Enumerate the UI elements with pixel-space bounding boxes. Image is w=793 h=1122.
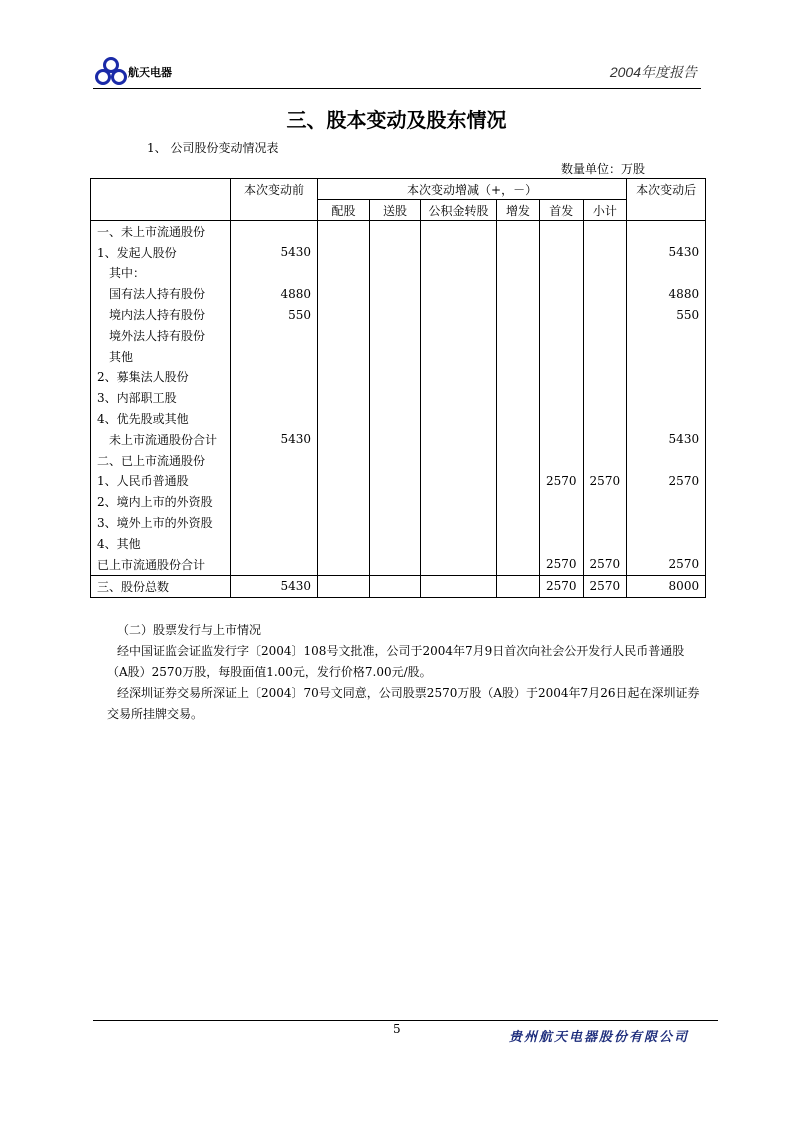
row-value <box>421 221 497 242</box>
table-row <box>91 283 706 304</box>
row-value <box>583 367 627 388</box>
table-row <box>91 242 706 263</box>
header-before: 本次变动前 <box>231 179 318 200</box>
table-caption: 1、 公司股份变动情况表 <box>147 141 279 155</box>
footer-divider <box>93 1020 718 1021</box>
row-value <box>497 304 540 325</box>
row-value <box>318 575 370 597</box>
row-value <box>627 325 706 346</box>
row-value <box>318 429 370 450</box>
row-value <box>497 554 540 575</box>
share-change-table <box>90 178 706 598</box>
row-value <box>540 221 584 242</box>
row-value <box>318 471 370 492</box>
row-value <box>318 387 370 408</box>
row-value <box>318 242 370 263</box>
row-value <box>497 325 540 346</box>
row-label: 2、募集法人股份 <box>91 367 231 388</box>
row-value <box>540 283 584 304</box>
row-value <box>370 387 421 408</box>
row-value <box>497 367 540 388</box>
row-value: 2570 <box>540 575 584 597</box>
row-label: 三、股份总数 <box>91 575 231 597</box>
subheader-cell: 送股 <box>370 200 421 221</box>
row-value <box>583 283 627 304</box>
row-label: 其中： <box>91 263 231 284</box>
row-value <box>318 263 370 284</box>
table-row <box>91 325 706 346</box>
row-value <box>583 263 627 284</box>
row-label: 1、人民币普通股 <box>91 471 231 492</box>
table-row <box>91 304 706 325</box>
header-empty <box>91 179 231 221</box>
row-label: 其他 <box>91 346 231 367</box>
row-value <box>421 263 497 284</box>
row-value <box>540 408 584 429</box>
row-value <box>627 346 706 367</box>
row-value <box>318 554 370 575</box>
table-row <box>91 346 706 367</box>
row-value <box>497 346 540 367</box>
row-label: 3、境外上市的外资股 <box>91 512 231 533</box>
row-value: 5430 <box>231 575 318 597</box>
table-row <box>91 491 706 512</box>
row-value <box>370 450 421 471</box>
row-value <box>421 346 497 367</box>
subheader-empty <box>231 200 318 221</box>
row-value <box>540 304 584 325</box>
row-value <box>421 471 497 492</box>
row-label: 4、其他 <box>91 533 231 554</box>
row-value <box>497 471 540 492</box>
row-value <box>627 367 706 388</box>
table-row <box>91 533 706 554</box>
row-value <box>583 450 627 471</box>
row-value <box>497 533 540 554</box>
row-value <box>627 491 706 512</box>
row-value <box>627 387 706 408</box>
row-value <box>421 387 497 408</box>
row-label: 3、内部职工股 <box>91 387 231 408</box>
row-value <box>370 471 421 492</box>
row-value <box>497 429 540 450</box>
row-value <box>583 325 627 346</box>
row-value: 2570 <box>627 554 706 575</box>
row-value <box>540 263 584 284</box>
row-value <box>370 304 421 325</box>
row-value: 2570 <box>540 471 584 492</box>
row-value <box>370 367 421 388</box>
subsection-heading: （二）股票发行与上市情况 <box>117 623 262 637</box>
row-value <box>540 450 584 471</box>
row-label: 2、境内上市的外资股 <box>91 491 231 512</box>
row-value <box>231 533 318 554</box>
row-label: 二、已上市流通股份 <box>91 450 231 471</box>
row-value <box>583 346 627 367</box>
table-row <box>91 221 706 242</box>
row-value <box>497 450 540 471</box>
row-value <box>231 387 318 408</box>
row-value <box>318 221 370 242</box>
row-value <box>421 512 497 533</box>
table-row <box>91 512 706 533</box>
row-value: 5430 <box>231 429 318 450</box>
subheader-cell: 配股 <box>318 200 370 221</box>
table-row <box>91 408 706 429</box>
row-value <box>627 450 706 471</box>
row-value <box>583 512 627 533</box>
row-value <box>421 283 497 304</box>
header-divider <box>93 88 701 89</box>
row-label: 一、未上市流通股份 <box>91 221 231 242</box>
row-value <box>318 346 370 367</box>
row-value <box>540 387 584 408</box>
row-value: 550 <box>231 304 318 325</box>
row-value <box>583 408 627 429</box>
table-row <box>91 263 706 284</box>
row-value <box>370 221 421 242</box>
row-value <box>421 575 497 597</box>
row-value <box>583 242 627 263</box>
row-value: 2570 <box>583 575 627 597</box>
row-value <box>370 346 421 367</box>
report-title: 2004年度报告 <box>609 64 697 80</box>
row-value <box>540 346 584 367</box>
row-value <box>583 387 627 408</box>
company-name: 贵州航天电器股份有限公司 <box>509 1030 690 1045</box>
row-value: 4880 <box>231 283 318 304</box>
row-value: 550 <box>627 304 706 325</box>
row-value <box>318 367 370 388</box>
row-value <box>497 512 540 533</box>
subheader-cell: 首发 <box>540 200 584 221</box>
row-value <box>497 408 540 429</box>
row-value <box>583 429 627 450</box>
row-value <box>318 325 370 346</box>
row-value: 4880 <box>627 283 706 304</box>
row-value: 5430 <box>627 242 706 263</box>
paragraph <box>107 683 703 725</box>
row-value <box>627 533 706 554</box>
row-value <box>370 554 421 575</box>
subheader-cell: 小计 <box>583 200 627 221</box>
unit-label: 数量单位：万股 <box>561 162 646 176</box>
row-value <box>497 263 540 284</box>
row-value <box>370 575 421 597</box>
table-row <box>91 554 706 575</box>
row-value <box>497 575 540 597</box>
row-value <box>231 554 318 575</box>
page-number: 5 <box>393 1022 401 1036</box>
table-row <box>91 387 706 408</box>
row-value <box>421 450 497 471</box>
table-row <box>91 367 706 388</box>
logo-text: 航天电器 <box>128 66 172 79</box>
row-label: 国有法人持有股份 <box>91 283 231 304</box>
row-value <box>627 263 706 284</box>
row-value <box>231 325 318 346</box>
table-row <box>91 429 706 450</box>
paragraph-text: 经深圳证券交易所深证上〔2004〕70号文同意，公司股票2570万股（A股）于2004年7月26日起在深圳证券交易所挂牌交易。 <box>107 686 700 721</box>
row-value <box>497 491 540 512</box>
row-value <box>231 512 318 533</box>
row-value <box>583 304 627 325</box>
row-label: 境内法人持有股份 <box>91 304 231 325</box>
row-value <box>231 408 318 429</box>
row-value: 2570 <box>583 471 627 492</box>
row-value <box>540 242 584 263</box>
company-logo-icon <box>94 56 128 86</box>
row-value <box>497 283 540 304</box>
header-row <box>91 179 706 200</box>
table-row <box>91 575 706 597</box>
row-value <box>540 367 584 388</box>
row-value <box>583 491 627 512</box>
row-value <box>318 450 370 471</box>
row-value <box>370 429 421 450</box>
row-value <box>231 263 318 284</box>
paragraph-text: 经中国证监会证监发行字〔2004〕108号文批准，公司于2004年7月9日首次向社会公开发行人民币普通股（A股）2570万股，每股面值1.00元，发行价格7.00元/股。 <box>107 644 685 679</box>
row-value <box>318 283 370 304</box>
row-value <box>421 325 497 346</box>
row-value <box>421 491 497 512</box>
row-value <box>318 512 370 533</box>
row-value <box>627 408 706 429</box>
row-value <box>540 533 584 554</box>
row-value: 5430 <box>627 429 706 450</box>
row-value <box>370 512 421 533</box>
row-value <box>421 554 497 575</box>
row-value <box>497 242 540 263</box>
paragraph <box>107 641 703 683</box>
row-value <box>497 221 540 242</box>
row-value <box>627 512 706 533</box>
row-value <box>318 491 370 512</box>
row-value <box>540 491 584 512</box>
row-value <box>497 387 540 408</box>
row-value <box>231 367 318 388</box>
row-value <box>231 471 318 492</box>
row-value <box>421 304 497 325</box>
row-value <box>583 221 627 242</box>
row-value <box>583 533 627 554</box>
row-value: 2570 <box>583 554 627 575</box>
row-value <box>370 491 421 512</box>
row-value <box>421 367 497 388</box>
row-value <box>231 221 318 242</box>
row-value <box>231 346 318 367</box>
row-value <box>370 242 421 263</box>
row-value <box>231 450 318 471</box>
row-value: 2570 <box>627 471 706 492</box>
row-value <box>370 325 421 346</box>
row-label: 境外法人持有股份 <box>91 325 231 346</box>
row-value: 2570 <box>540 554 584 575</box>
row-value <box>370 533 421 554</box>
subheader-cell: 增发 <box>497 200 540 221</box>
row-value <box>540 512 584 533</box>
row-value <box>627 221 706 242</box>
row-value <box>540 429 584 450</box>
row-value <box>370 408 421 429</box>
section-title: 三、股本变动及股东情况 <box>286 108 507 132</box>
row-value <box>231 491 318 512</box>
row-label: 未上市流通股份合计 <box>91 429 231 450</box>
row-value <box>421 429 497 450</box>
row-value <box>318 304 370 325</box>
row-label: 4、优先股或其他 <box>91 408 231 429</box>
row-value <box>370 283 421 304</box>
row-value: 8000 <box>627 575 706 597</box>
row-value <box>421 408 497 429</box>
row-value <box>318 533 370 554</box>
row-label: 已上市流通股份合计 <box>91 554 231 575</box>
header-change: 本次变动增减（+，－） <box>318 179 627 200</box>
subheader-empty <box>627 200 706 221</box>
row-value <box>370 263 421 284</box>
header-after: 本次变动后 <box>627 179 706 200</box>
row-value: 5430 <box>231 242 318 263</box>
row-value <box>318 408 370 429</box>
row-value <box>421 242 497 263</box>
table-row <box>91 471 706 492</box>
subheader-cell: 公积金转股 <box>421 200 497 221</box>
row-value <box>421 533 497 554</box>
row-value <box>540 325 584 346</box>
table-row <box>91 450 706 471</box>
row-label: 1、发起人股份 <box>91 242 231 263</box>
